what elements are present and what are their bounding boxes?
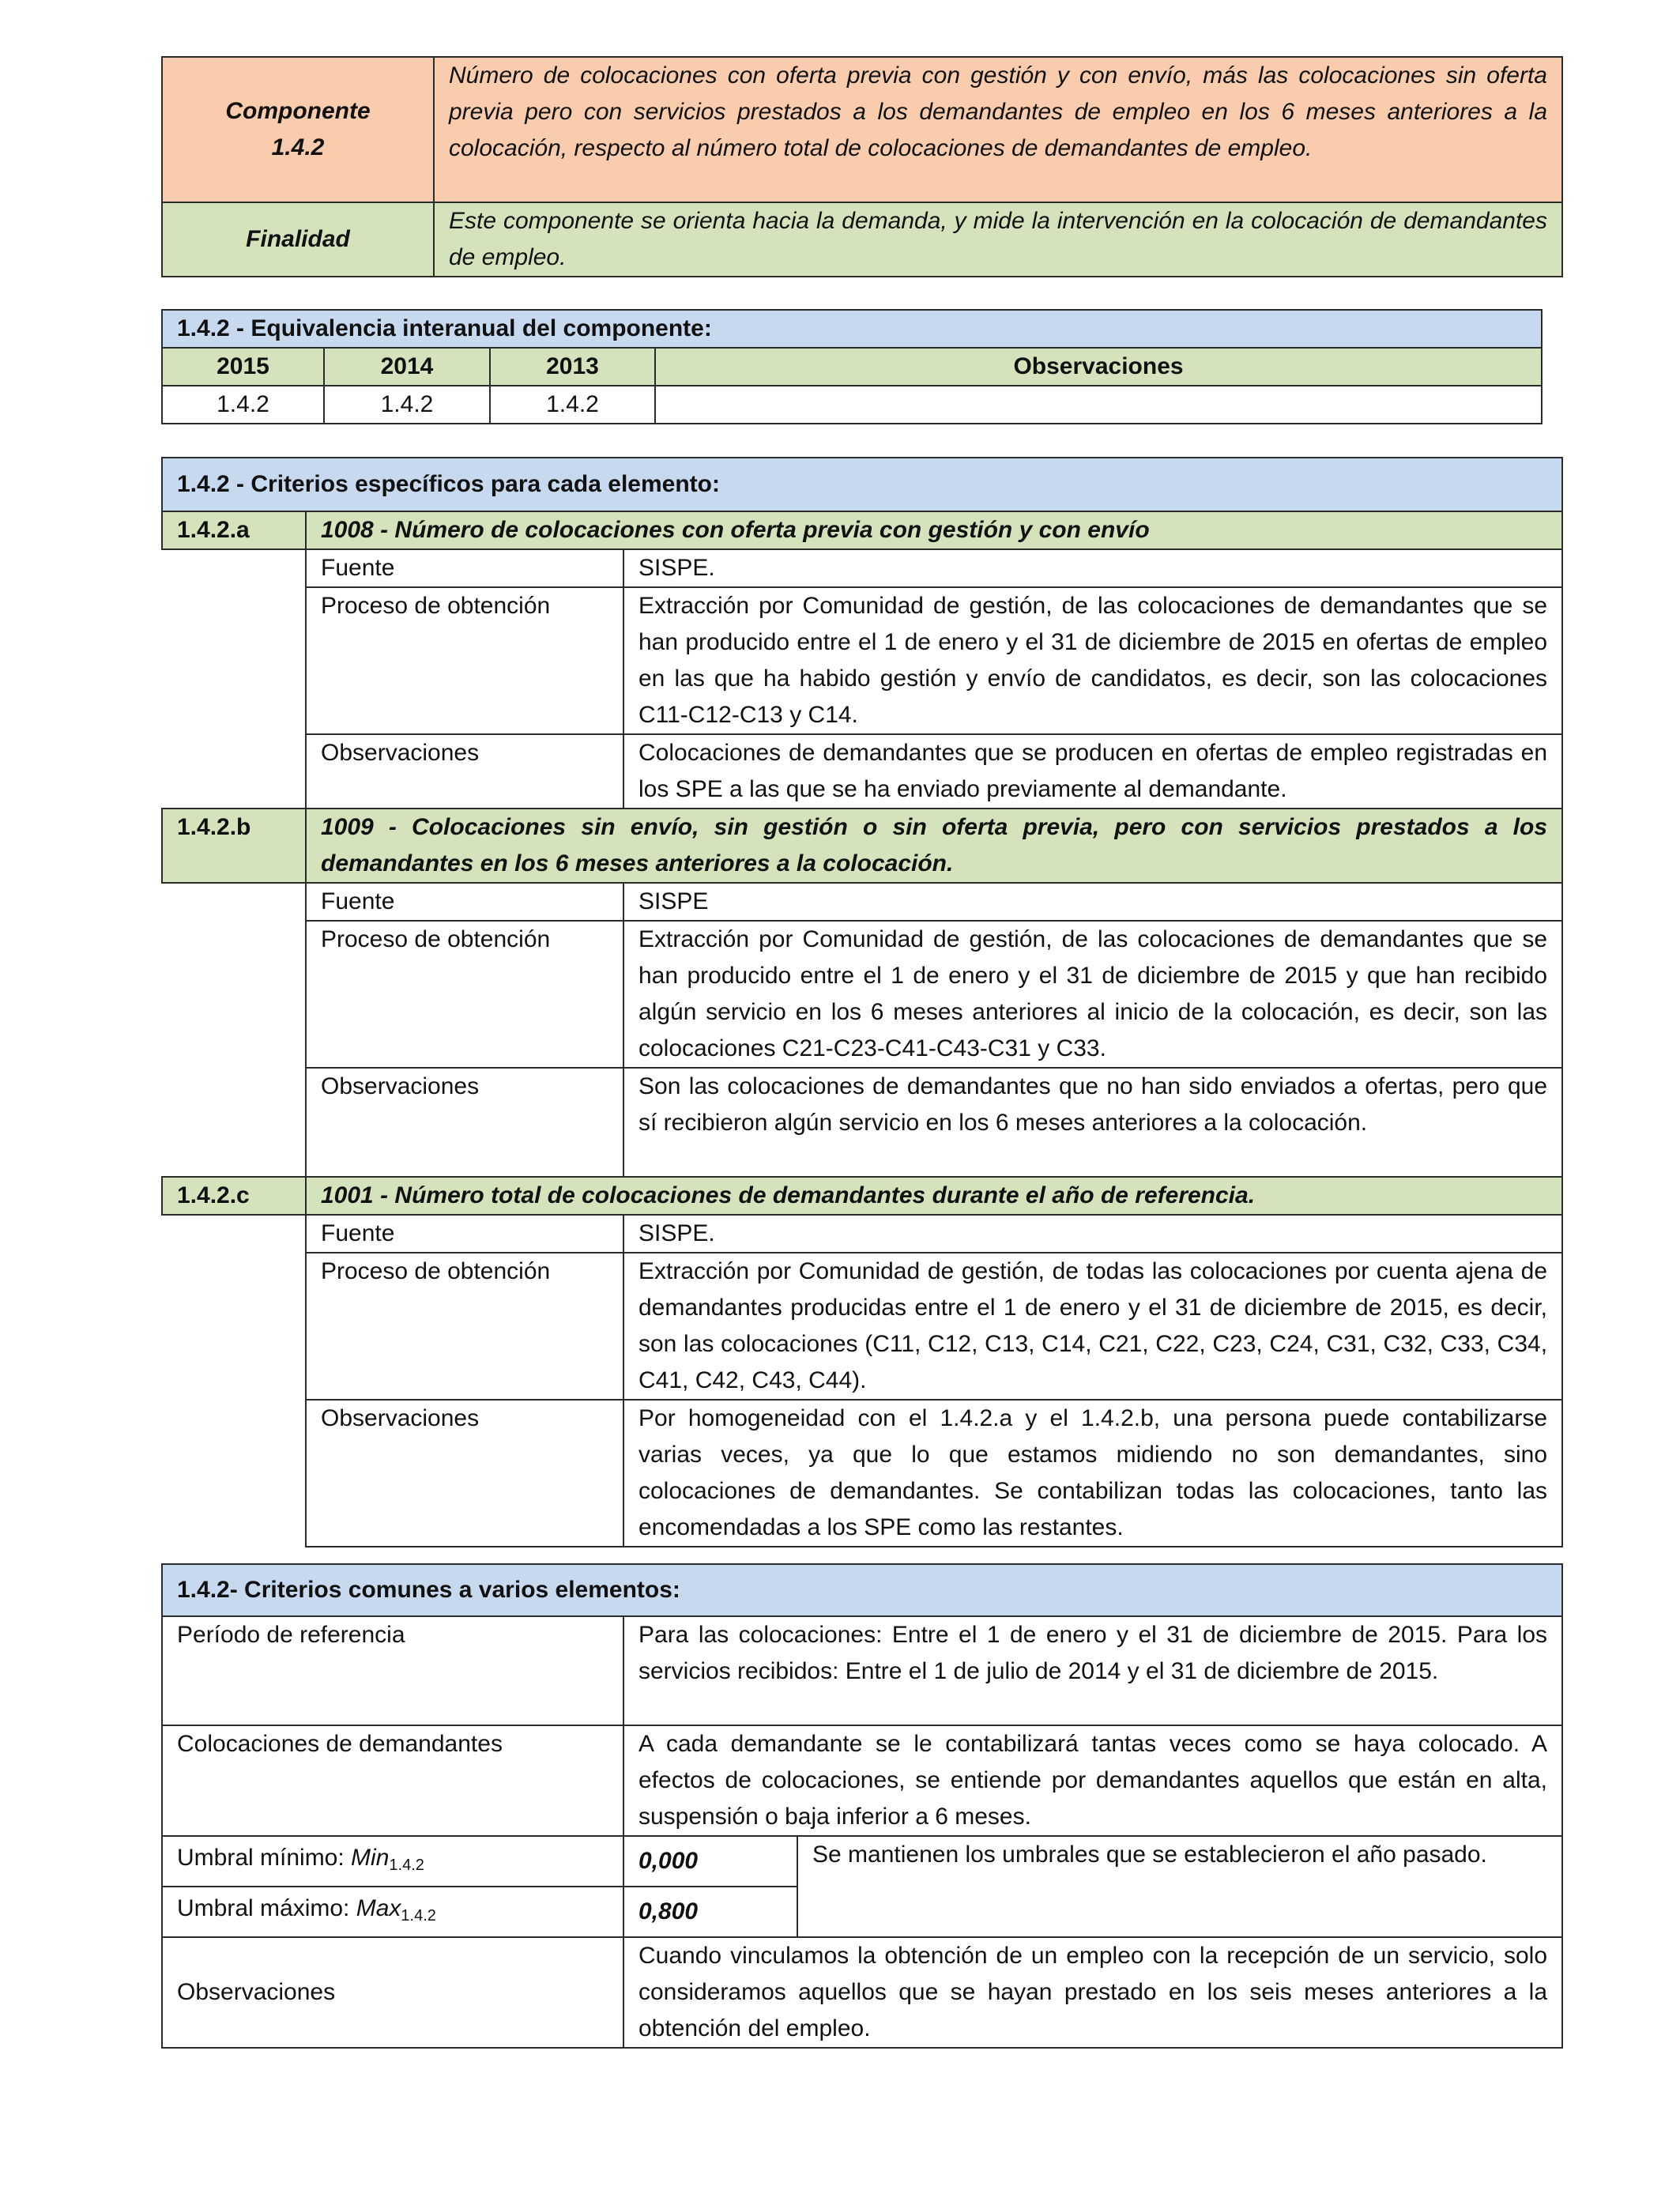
- element-b-code: 1.4.2.b: [162, 809, 306, 883]
- element-c-process-value: Extracción por Comunidad de gestión, de todas las colocaciones por cuenta ajena de demandantes producidas entre el 1 de enero y el 31 de diciembre de 2015, es decir, son las colocaciones (C11, C12, C13, C14, C21, C22, C23, C24, C31, C32, C33, C34, C41, C42, C43, C44).: [623, 1253, 1562, 1400]
- threshold-note: Se mantienen los umbrales que se establecieron el año pasado.: [797, 1836, 1562, 1937]
- element-a-source-value: SISPE.: [623, 549, 1562, 587]
- value-2015: 1.4.2: [162, 386, 324, 424]
- element-c-source-value: SISPE.: [623, 1215, 1562, 1253]
- min-threshold-label: Umbral mínimo:: [177, 1844, 352, 1871]
- element-a-code: 1.4.2.a: [162, 511, 306, 549]
- max-threshold-label-cell: [162, 1887, 623, 1937]
- element-c-spacer: [162, 1215, 306, 1547]
- element-b-process-label: Proceso de obtención: [306, 921, 623, 1068]
- element-b-spacer: [162, 883, 306, 1177]
- value-2014: 1.4.2: [324, 386, 490, 424]
- header-2015: 2015: [162, 348, 324, 386]
- element-c-obs-label: Observaciones: [306, 1400, 623, 1547]
- max-threshold-label: Umbral máximo:: [177, 1894, 356, 1921]
- equivalence-title: 1.4.2 - Equivalencia interanual del componente:: [162, 310, 1542, 348]
- element-a-obs-label: Observaciones: [306, 734, 623, 809]
- placements-label: Colocaciones de demandantes: [162, 1725, 623, 1836]
- element-b-source-value: SISPE: [623, 883, 1562, 921]
- min-threshold-value: 0,000: [623, 1836, 797, 1887]
- element-b-obs-value: Son las colocaciones de demandantes que no han sido enviados a ofertas, pero que sí recibieron algún servicio en los 6 meses anteriores a la colocación.: [623, 1068, 1562, 1177]
- purpose-text: Este componente se orienta hacia la demanda, y mide la intervención en la colocación de demandantes de empleo.: [434, 202, 1562, 277]
- max-threshold-subscript: 1.4.2: [401, 1906, 436, 1924]
- element-c-name: 1001 - Número total de colocaciones de demandantes durante el año de referencia.: [306, 1177, 1562, 1215]
- specific-criteria-table: [161, 457, 1563, 1547]
- header-2014: 2014: [324, 348, 490, 386]
- element-c-source-label: Fuente: [306, 1215, 623, 1253]
- value-2013: 1.4.2: [490, 386, 655, 424]
- purpose-label: Finalidad: [162, 202, 434, 277]
- period-value: Para las colocaciones: Entre el 1 de enero y el 31 de diciembre de 2015. Para los servicios recibidos: Entre el 1 de julio de 2014 y el 31 de diciembre de 2015.: [623, 1616, 1562, 1725]
- common-obs-label: Observaciones: [162, 1937, 623, 2048]
- element-b-process-value: Extracción por Comunidad de gestión, de las colocaciones de demandantes que se han producido entre el 1 de enero y el 31 de diciembre de 2015 y que han recibido algún servicio en los 6 meses anteriores al inicio de la colocación, es decir, son las colocaciones C21-C23-C41-C43-C31 y C33.: [623, 921, 1562, 1068]
- placements-value: A cada demandante se le contabilizará tantas veces como se haya colocado. A efectos de colocaciones, se entiende por demandantes aquellos que están en alta, suspensión o baja inferior a 6 meses.: [623, 1725, 1562, 1836]
- min-threshold-label-cell: [162, 1836, 623, 1887]
- element-a-spacer: [162, 549, 306, 809]
- element-a-process-value: Extracción por Comunidad de gestión, de las colocaciones de demandantes que se han producido entre el 1 de enero y el 31 de diciembre de 2015 en ofertas de empleo en las que ha habido gestión y envío de candidatos, es decir, son las colocaciones C11-C12-C13 y C14.: [623, 587, 1562, 734]
- component-table: [161, 56, 1563, 277]
- value-observaciones: [655, 386, 1542, 424]
- element-b-name: 1009 - Colocaciones sin envío, sin gestión o sin oferta previa, pero con servicios prestados a los demandantes en los 6 meses anteriores a la colocación.: [306, 809, 1562, 883]
- max-threshold-value: 0,800: [623, 1887, 797, 1937]
- component-label: Componente: [225, 98, 371, 124]
- common-obs-value: Cuando vinculamos la obtención de un empleo con la recepción de un servicio, solo consideramos aquellos que se hayan prestado en los seis meses anteriores a la obtención del empleo.: [623, 1937, 1562, 2048]
- element-a-obs-value: Colocaciones de demandantes que se producen en ofertas de empleo registradas en los SPE a las que se ha enviado previamente al demandante.: [623, 734, 1562, 809]
- common-criteria-table: [161, 1563, 1563, 2049]
- element-b-obs-label: Observaciones: [306, 1068, 623, 1177]
- max-threshold-symbol: Max: [356, 1894, 401, 1921]
- element-c-process-label: Proceso de obtención: [306, 1253, 623, 1400]
- element-a-name: 1008 - Número de colocaciones con oferta previa con gestión y con envío: [306, 511, 1562, 549]
- element-a-process-label: Proceso de obtención: [306, 587, 623, 734]
- common-title: 1.4.2- Criterios comunes a varios elementos:: [162, 1564, 1562, 1616]
- specific-title: 1.4.2 - Criterios específicos para cada elemento:: [162, 458, 1562, 511]
- component-label-cell: [162, 57, 434, 202]
- equivalence-table: [161, 309, 1543, 424]
- component-number: 1.4.2: [271, 134, 325, 160]
- min-threshold-subscript: 1.4.2: [389, 1856, 424, 1874]
- period-label: Período de referencia: [162, 1616, 623, 1725]
- element-c-code: 1.4.2.c: [162, 1177, 306, 1215]
- header-2013: 2013: [490, 348, 655, 386]
- min-threshold-symbol: Min: [351, 1844, 390, 1871]
- element-b-source-label: Fuente: [306, 883, 623, 921]
- element-c-obs-value: Por homogeneidad con el 1.4.2.a y el 1.4.2.b, una persona puede contabilizarse varias veces, ya que lo que estamos midiendo no son demandantes, sino colocaciones de demandantes. Se contabilizan todas las colocaciones, tanto las encomendadas a los SPE como las restantes.: [623, 1400, 1562, 1547]
- component-description: Número de colocaciones con oferta previa con gestión y con envío, más las colocaciones sin oferta previa pero con servicios prestados a los demandantes de empleo en los 6 meses anteriores a la colocación, respecto al número total de colocaciones de demandantes de empleo.: [434, 57, 1562, 202]
- header-observaciones: Observaciones: [655, 348, 1542, 386]
- element-a-source-label: Fuente: [306, 549, 623, 587]
